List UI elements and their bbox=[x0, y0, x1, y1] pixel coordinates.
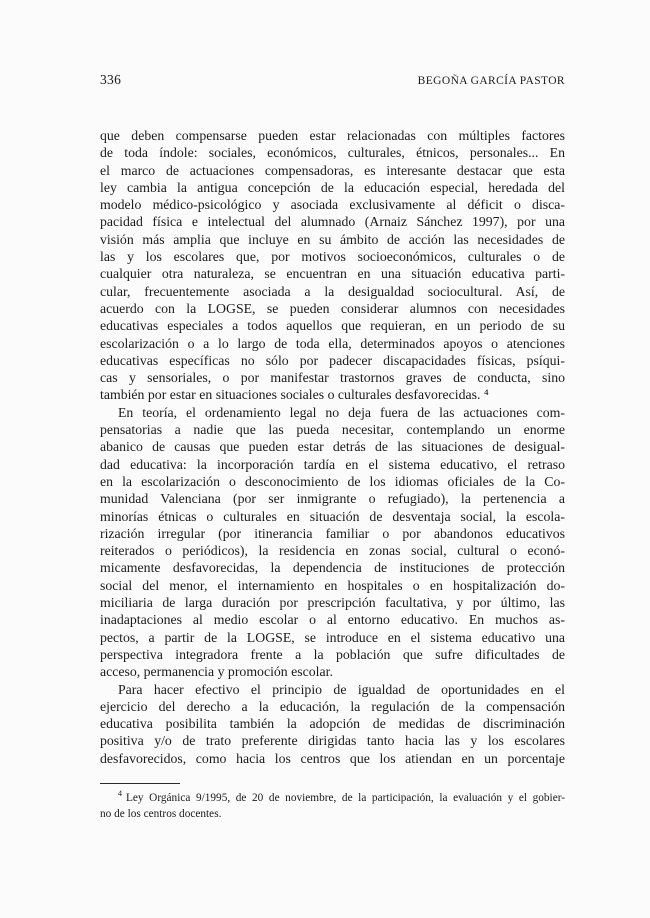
text-line: ejercicio del derecho a la educación, la regulación de la compensación bbox=[100, 698, 565, 714]
text-line: que deben compensarse pueden estar relacionadas con múltiples factores bbox=[100, 128, 565, 143]
paragraph-3 bbox=[100, 681, 565, 767]
footnote-line: no de los centros docentes. bbox=[100, 808, 222, 821]
text-line: social del menor, el internamiento en hospitales o en hospitalización do- bbox=[100, 577, 565, 593]
text-line: reiterados o periódicos), la residencia en zonas social, cultural o econó- bbox=[100, 543, 565, 559]
text-line: acuerdo con la LOGSE, se pueden considerar alumnos con necesidades bbox=[100, 300, 565, 316]
body-text bbox=[100, 127, 565, 767]
text-line: educativas específicas no sólo por padecer discapacidades físicas, psíqui- bbox=[100, 352, 565, 368]
text-line: escolarización o a lo largo de toda ella, determinados apoyos o atenciones bbox=[100, 335, 565, 351]
text-line: rización irregular (por itinerancia familiar o por abandonos educativos bbox=[100, 525, 565, 541]
running-head: BEGOÑA GARCÍA PASTOR bbox=[417, 75, 565, 87]
paragraph-2 bbox=[100, 404, 565, 681]
text-line: cualquier otra naturaleza, se encuentran en una situación educativa parti- bbox=[100, 266, 565, 282]
footnote bbox=[100, 790, 565, 823]
text-line: inadaptaciones al medio escolar o al entorno educativo. En muchos as- bbox=[100, 612, 565, 628]
text-line: munidad Valenciana (por ser inmigrante o refugiado), la pertenencia a bbox=[100, 491, 565, 507]
text-line: educativas especiales a todos aquellos que requieran, en un periodo de su bbox=[100, 318, 565, 334]
footnote-line bbox=[100, 790, 565, 806]
text-line: educativa posibilita también la adopción de medidas de discriminación bbox=[100, 716, 565, 732]
footnote-text: Ley Orgánica 9/1995, de 20 de noviembre, de la participación, la evaluación y el gobier- bbox=[126, 792, 565, 804]
text-line: las y los escolares que, por motivos socioeconómicos, culturales o de bbox=[100, 249, 565, 265]
page-header bbox=[100, 72, 565, 88]
text-line: En teoría, el ordenamiento legal no deja fuera de las actuaciones com- bbox=[118, 404, 565, 420]
text-line: también por estar en situaciones sociales o culturales desfavorecidas. ⁴ bbox=[100, 387, 489, 403]
text-line: en la escolarización o desconocimiento de los idiomas oficiales de la Co- bbox=[100, 473, 565, 489]
text-line: pectos, a partir de la LOGSE, se introduce en el sistema educativo una bbox=[100, 629, 565, 645]
text-line: visión más amplia que incluye en su ámbito de acción las necesidades de bbox=[100, 231, 565, 247]
text-line: Para hacer efectivo el principio de igualdad de oportunidades en el bbox=[118, 681, 565, 697]
text-line: acceso, permanencia y promoción escolar. bbox=[100, 664, 333, 680]
text-line: minorías étnicas o culturales en situación de desventaja social, la escola- bbox=[100, 508, 565, 524]
text-line: ley cambia la antigua concepción de la educación especial, heredada del bbox=[100, 179, 565, 195]
text-line: perspectiva integradora frente a la población que sufre dificultades de bbox=[100, 646, 565, 662]
footnote-separator-rule bbox=[100, 783, 180, 784]
text-line: modelo médico-psicológico y asociada exclusivamente al déficit o disca- bbox=[100, 197, 565, 213]
text-line: micamente desfavorecidas, la dependencia de instituciones de protección bbox=[100, 560, 565, 576]
page-number: 336 bbox=[100, 72, 122, 87]
text-line: dad educativa: la incorporación tardía en el sistema educativo, el retraso bbox=[100, 456, 565, 472]
text-line: desfavorecidos, como hacia los centros que los atiendan en un porcentaje bbox=[100, 750, 565, 766]
text-line: de toda índole: sociales, económicos, culturales, étnicos, personales... En bbox=[100, 145, 565, 161]
text-line: cular, frecuentemente asociada a la desigualdad sociocultural. Así, de bbox=[100, 283, 565, 299]
text-line: positiva y/o de trato preferente dirigidas tanto hacia las y los escolares bbox=[100, 733, 565, 749]
footnote-reference-number: 4 bbox=[118, 790, 122, 799]
paragraph-1 bbox=[100, 127, 565, 404]
text-line: pensatorias a nadie que las pueda necesitar, contemplando un enorme bbox=[100, 422, 565, 438]
text-line: pacidad física e intelectual del alumnado (Arnaiz Sánchez 1997), por una bbox=[100, 214, 565, 230]
text-line: abanico de causas que pueden estar detrás de las situaciones de desigual- bbox=[100, 439, 565, 455]
text-line: el marco de actuaciones compensadoras, es interesante destacar que esta bbox=[100, 162, 565, 178]
text-line: cas y sensoriales, o por manifestar trastornos graves de conducta, sino bbox=[100, 370, 565, 386]
text-line: miciliaria de larga duración por prescripción facultativa, y por último, las bbox=[100, 595, 565, 611]
